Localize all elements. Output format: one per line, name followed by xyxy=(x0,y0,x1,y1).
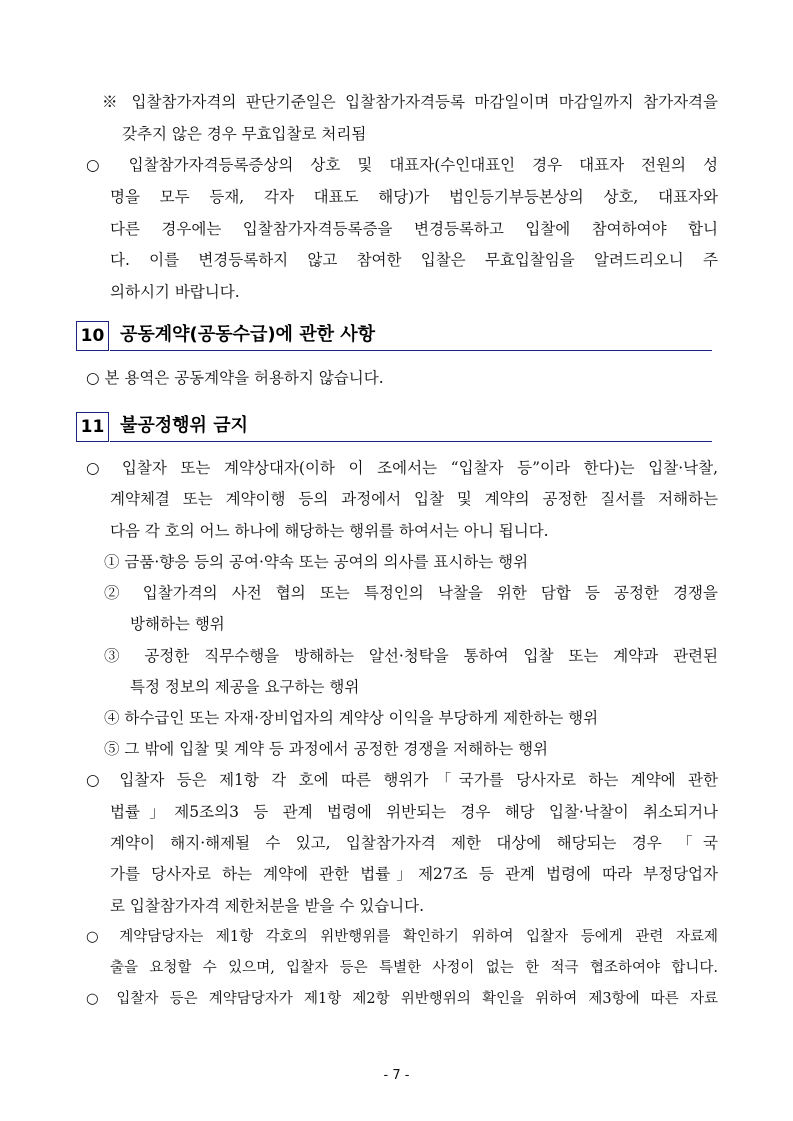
s11-para2-line-1: ○ 입찰자 등은 제1항 각 호에 따른 행위가「국가를 당사자로 하는 계약에 관한 xyxy=(86,771,718,789)
s11-item-4: ④ 하수급인 또는 자재·장비업자의 계약상 이익을 부당하게 제한하는 행위 xyxy=(104,709,599,727)
section-11-rule xyxy=(110,441,712,442)
s11-item-1: ① 금품·향응 등의 공여·약속 또는 공여의 의사를 표시하는 행위 xyxy=(104,553,529,571)
section-10-line: ○ 본 용역은 공동계약을 허용하지 않습니다. xyxy=(86,369,384,387)
s11-para2-line-2: 법률」제5조의3 등 관계 법령에 위반되는 경우 해당 입찰·낙찰이 취소되거나 xyxy=(110,803,718,821)
para1-line-2: 명을 모두 등재, 각자 대표도 해당)가 법인등기부등본상의 상호, 대표자와 xyxy=(110,188,718,206)
section-10-number: 10 xyxy=(76,321,109,351)
s11-item-2-cont: 방해하는 행위 xyxy=(130,615,225,633)
notice-line-1: ※ 입찰참가자격의 판단기준일은 입찰참가자격등록 마감일이며 마감일까지 참가자격을 xyxy=(102,93,718,111)
s11-para2-line-3: 계약이 해지·해제될 수 있고, 입찰참가자격 제한 대상에 해당되는 경우 「국 xyxy=(110,834,718,852)
section-11-title: 불공정행위 금지 xyxy=(120,415,248,436)
para1-line-1: ○ 입찰참가자격등록증상의 상호 및 대표자(수인대표인 경우 대표자 전원의 성 xyxy=(86,156,718,174)
section-10-title: 공동계약(공동수급)에 관한 사항 xyxy=(120,324,376,345)
section-10-rule xyxy=(110,350,712,351)
para1-line-3: 다른 경우에는 입찰참가자격등록증을 변경등록하고 입찰에 참여하여야 합니 xyxy=(110,220,718,238)
notice-line-2: 갖추지 않은 경우 무효입찰로 처리됨 xyxy=(122,125,367,143)
s11-intro-line-3: 다음 각 호의 어느 하나에 해당하는 행위를 하여서는 아니 됩니다. xyxy=(110,522,549,540)
s11-item-3: ③ 공정한 직무수행을 방해하는 알선·청탁을 통하여 입찰 또는 계약과 관련된 xyxy=(104,647,718,665)
s11-para4-line-1: ○ 입찰자 등은 계약담당자가 제1항 제2항 위반행위의 확인을 위하여 제3항에 따른 자료 xyxy=(86,991,718,1007)
s11-intro-line-2: 계약체결 또는 계약이행 등의 과정에서 입찰 및 계약의 공정한 질서를 저해하는 xyxy=(110,490,718,508)
page-number: - 7 - xyxy=(383,1068,410,1083)
s11-item-2: ② 입찰가격의 사전 협의 또는 특정인의 낙찰을 위한 담합 등 공정한 경쟁을 xyxy=(104,584,718,602)
s11-item-3-cont: 특정 정보의 제공을 요구하는 행위 xyxy=(130,678,360,696)
section-11-number: 11 xyxy=(76,412,109,442)
s11-para3-line-2: 출을 요청할 수 있으며, 입찰자 등은 특별한 사정이 없는 한 적극 협조하여야 합니다. xyxy=(110,960,718,976)
s11-item-5: ⑤ 그 밖에 입찰 및 계약 등 과정에서 공정한 경쟁을 저해하는 행위 xyxy=(104,740,549,758)
s11-para3-line-1: ○ 계약담당자는 제1항 각호의 위반행위를 확인하기 위하여 입찰자 등에게 관련 자료제 xyxy=(86,929,718,945)
s11-intro-line-1: ○ 입찰자 또는 계약상대자(이하 이 조에서는 “입찰자 등”이라 한다)는 입찰·낙찰, xyxy=(86,459,718,477)
s11-para2-line-5: 로 입찰참가자격 제한처분을 받을 수 있습니다. xyxy=(110,897,425,915)
para1-line-5: 의하시기 바랍니다. xyxy=(110,283,240,301)
s11-para2-line-4: 가를 당사자로 하는 계약에 관한 법률」제27조 등 관계 법령에 따라 부정당업자 xyxy=(110,865,718,883)
para1-line-4: 다. 이를 변경등록하지 않고 참여한 입찰은 무효입찰임을 알려드리오니 주 xyxy=(110,251,718,269)
